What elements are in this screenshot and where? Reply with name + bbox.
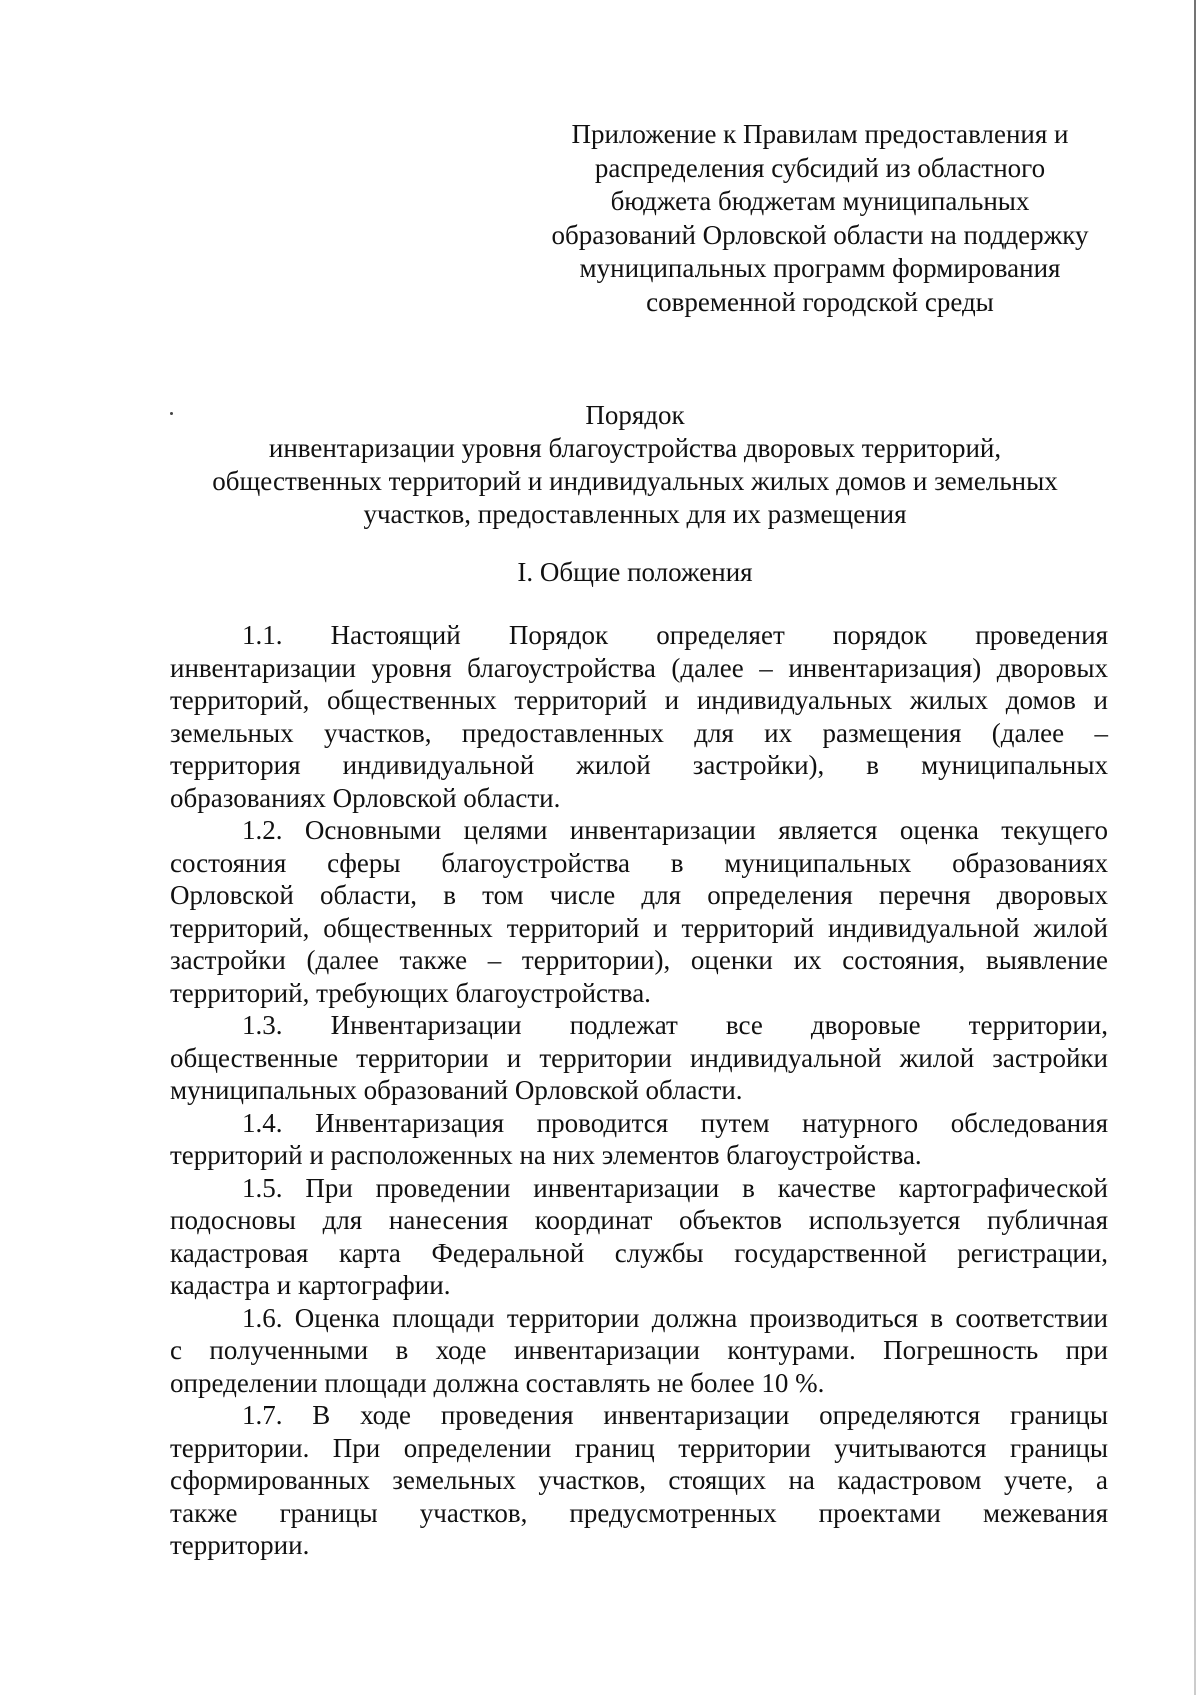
paragraph-line: 1.3. Инвентаризации подлежат все дворовые территории, <box>242 1010 1108 1040</box>
paragraph <box>170 1009 1108 1107</box>
annex-line: распределения субсидий из областного <box>594 152 1046 183</box>
title-line: инвентаризации уровня благоустройства дворовых территорий, <box>268 433 1002 463</box>
paragraph-line: 1.1. Настоящий Порядок определяет порядок проведения <box>242 620 1108 650</box>
paragraph-line: территория индивидуальной жилой застройки), в муниципальных <box>170 750 1108 780</box>
annex-line: муниципальных программ формирования <box>579 253 1061 284</box>
document-body <box>170 619 1108 1562</box>
title-line: Порядок <box>585 400 685 430</box>
paragraph-line: 1.7. В ходе проведения инвентаризации определяются границы <box>242 1400 1108 1430</box>
paragraph-line: сформированных земельных участков, стоящих на кадастровом учете, а <box>170 1465 1108 1495</box>
paragraph-line: застройки (далее также – территории), оценки их состояния, выявление <box>170 945 1108 975</box>
paragraph-line: кадастра и картографии. <box>170 1270 451 1300</box>
paragraph-line: территории. При определении границ территории учитываются границы <box>170 1432 1108 1463</box>
annex-line: образований Орловской области на поддержку <box>551 219 1089 250</box>
annex-line: Приложение к Правилам предоставления и <box>571 119 1069 149</box>
paragraph-line: инвентаризации уровня благоустройства (далее – инвентаризация) дворовых <box>170 652 1108 683</box>
scan-edge-line <box>1194 0 1196 1695</box>
section-heading: I. Общие положения <box>517 557 753 587</box>
paragraph-line: территорий, требующих благоустройства. <box>170 977 651 1008</box>
document-title <box>150 399 1120 531</box>
paragraph-line: Орловской области, в том числе для определения перечня дворовых <box>170 880 1108 910</box>
paragraph <box>170 1107 1108 1172</box>
paragraph-line: подосновы для нанесения координат объектов используется публичная <box>170 1205 1108 1235</box>
paragraph-line: территории. <box>170 1530 310 1560</box>
paragraph-line: 1.4. Инвентаризация проводится путем натурного обследования <box>242 1107 1108 1138</box>
paragraph-line: 1.5. При проведении инвентаризации в качестве картографической <box>242 1172 1108 1203</box>
paragraph <box>170 1302 1108 1400</box>
paragraph-line: муниципальных образований Орловской области. <box>170 1075 743 1105</box>
paragraph-line: общественные территории и территории индивидуальной жилой застройки <box>170 1042 1108 1073</box>
paragraph <box>170 619 1108 814</box>
paragraph <box>170 814 1108 1009</box>
title-line: общественных территорий и индивидуальных жилых домов и земельных <box>212 466 1058 496</box>
annex-line: бюджета бюджетам муниципальных <box>610 186 1030 217</box>
paragraph-line: 1.6. Оценка площади территории должна производиться в соответствии <box>242 1302 1108 1333</box>
paragraph-line: кадастровая карта Федеральной службы государственной регистрации, <box>170 1237 1108 1268</box>
paragraph-line: образованиях Орловской области. <box>170 782 561 813</box>
paragraph-line: территорий и расположенных на них элементов благоустройства. <box>170 1140 922 1170</box>
title-line: участков, предоставленных для их размещения <box>363 499 907 529</box>
paragraph-line: территорий, общественных территорий и индивидуальных жилых домов и <box>170 685 1108 715</box>
paragraph-line: состояния сферы благоустройства в муниципальных образованиях <box>170 847 1108 878</box>
paragraph-line: 1.2. Основными целями инвентаризации является оценка текущего <box>242 815 1108 845</box>
paragraph-line: территорий, общественных территорий и территорий индивидуальной жилой <box>170 912 1108 943</box>
paragraph-line: земельных участков, предоставленных для их размещения (далее – <box>170 717 1108 748</box>
paragraph-line: также границы участков, предусмотренных проектами межевания <box>170 1497 1108 1528</box>
paragraph-line: с полученными в ходе инвентаризации контурами. Погрешность при <box>170 1335 1108 1365</box>
annex-line: современной городской среды <box>646 286 994 317</box>
annex-header <box>520 118 1120 320</box>
paragraph-line: определении площади должна составлять не более 10 %. <box>170 1367 825 1398</box>
paragraph <box>170 1399 1108 1562</box>
paragraph <box>170 1172 1108 1302</box>
